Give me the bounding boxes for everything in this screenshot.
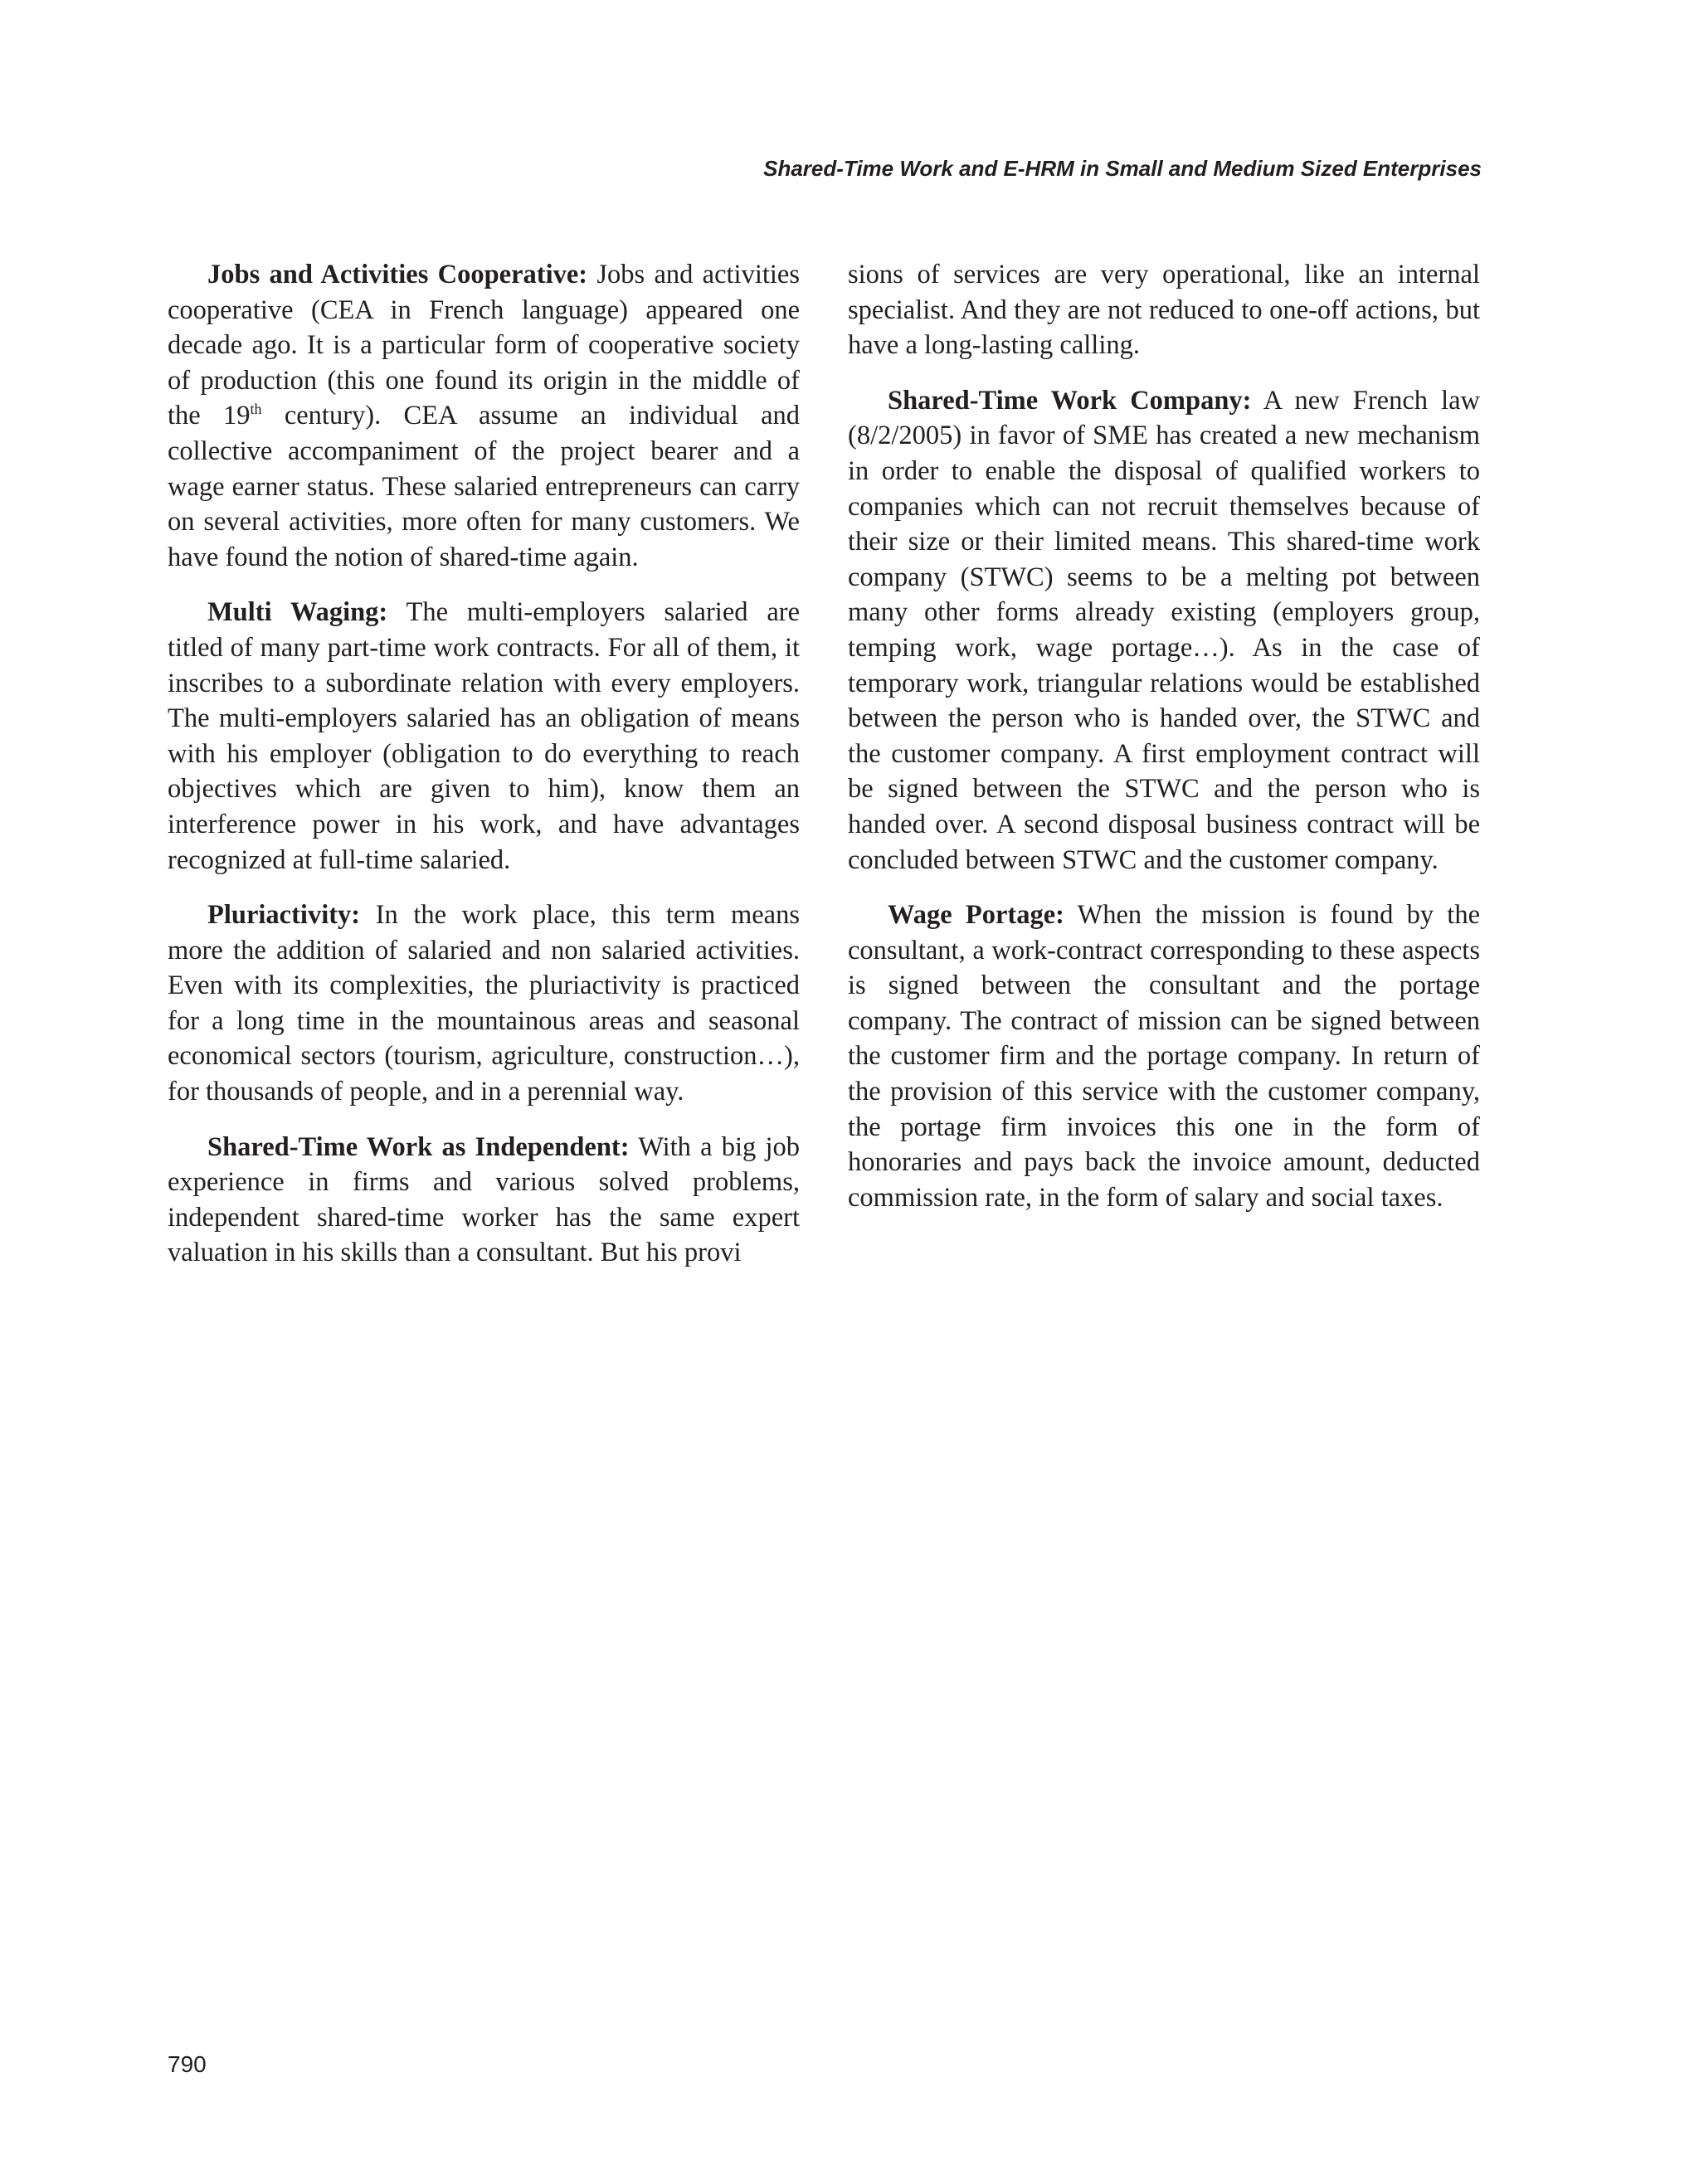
page-number: 790: [168, 2051, 207, 2077]
paragraph-text: Jobs and activities cooperative (CEA in French language) appeared one decade ago. It is a particular form of cooperative society of production (this one found its origin in the middle of the 19: [168, 260, 801, 431]
running-header: Shared-Time Work and E-HRM in Small and Medium Sized Enterprises: [763, 156, 1482, 181]
term-shared-time-work-company: Shared-Time Work Company:: [888, 385, 1252, 416]
paragraph-multi-waging: [168, 595, 800, 878]
superscript: th: [250, 401, 262, 418]
left-column: [168, 257, 800, 1291]
term-jobs-activities-cooperative: Jobs and Activities Cooperative:: [207, 260, 588, 289]
term-shared-time-independent: Shared-Time Work as Independent:: [207, 1131, 630, 1162]
paragraph-pluriactivity: [168, 897, 800, 1110]
term-pluriactivity: Pluriactivity:: [207, 900, 361, 931]
paragraph-jobs-activities-cooperative: [168, 257, 800, 575]
term-multi-waging: Multi Waging:: [207, 597, 388, 628]
paragraph-text: When the mission is found by the consultant, a work-contract corresponding to these aspects is signed between the consultant and the portage company. The contract of mission can be signed between the customer firm and the portage company. In return of the provision of this service with the customer company, the portage firm invoices this one in the form of honoraries and pays back the invoice amount, deducted commission rate, in the form of salary and social taxes.: [848, 900, 1480, 1213]
paragraph-shared-time-independent: [168, 1130, 800, 1271]
right-column: [848, 257, 1480, 1235]
paragraph-continued: sions of services are very operational, like an internal specialist. And they are not reduced to one-off actions, but have a long-lasting calling.: [848, 260, 1480, 361]
term-wage-portage: Wage Portage:: [888, 900, 1064, 931]
paragraph-text: In the work place, this term means more the addition of salaried and non salaried activities. Even with its complexities, the pluriactivity is practiced for a long time in the mountainous areas and seasonal economical sectors (tourism, agriculture, construction…), for thousands of people, and in a perennial way.: [168, 900, 800, 1107]
paragraph-text: century). CEA assume an individual and collective accompaniment of the project bearer and a wage earner status. These salaried entrepreneurs can carry on several activities, more often for many customers. We have found the notion of shared-time again.: [168, 401, 800, 572]
paragraph-text: With a big job experience in firms and various solved problems, independent shared-time worker has the same expert valuation in his skills than a consultant. But his provi: [168, 1131, 800, 1268]
paragraph-shared-time-work-company: [848, 383, 1480, 878]
paragraph-text: The multi-employers salaried are titled of many part-time work contracts. For all of them, it inscribes to a subordinate relation with every employers. The multi-employers salaried has an obligation of means with his employer (obligation to do everything to reach objectives which are given to him), know them an interference power in his work, and have advantages recognized at full-time salaried.: [168, 597, 800, 875]
paragraph-wage-portage: [848, 897, 1480, 1215]
paragraph-text: A new French law (8/2/2005) in favor of SME has created a new mechanism in order to enable the disposal of qualified workers to companies which can not recruit themselves because of their size or their limited means. This shared-time work company (STWC) seems to be a melting pot between many other forms already existing (employers group, temping work, wage portage…). As in the case of temporary work, triangular relations would be established between the person who is handed over, the STWC and the customer company. A first employment contract will be signed between the STWC and the person who is handed over. A second disposal business contract will be concluded between STWC and the customer company.: [848, 385, 1480, 875]
